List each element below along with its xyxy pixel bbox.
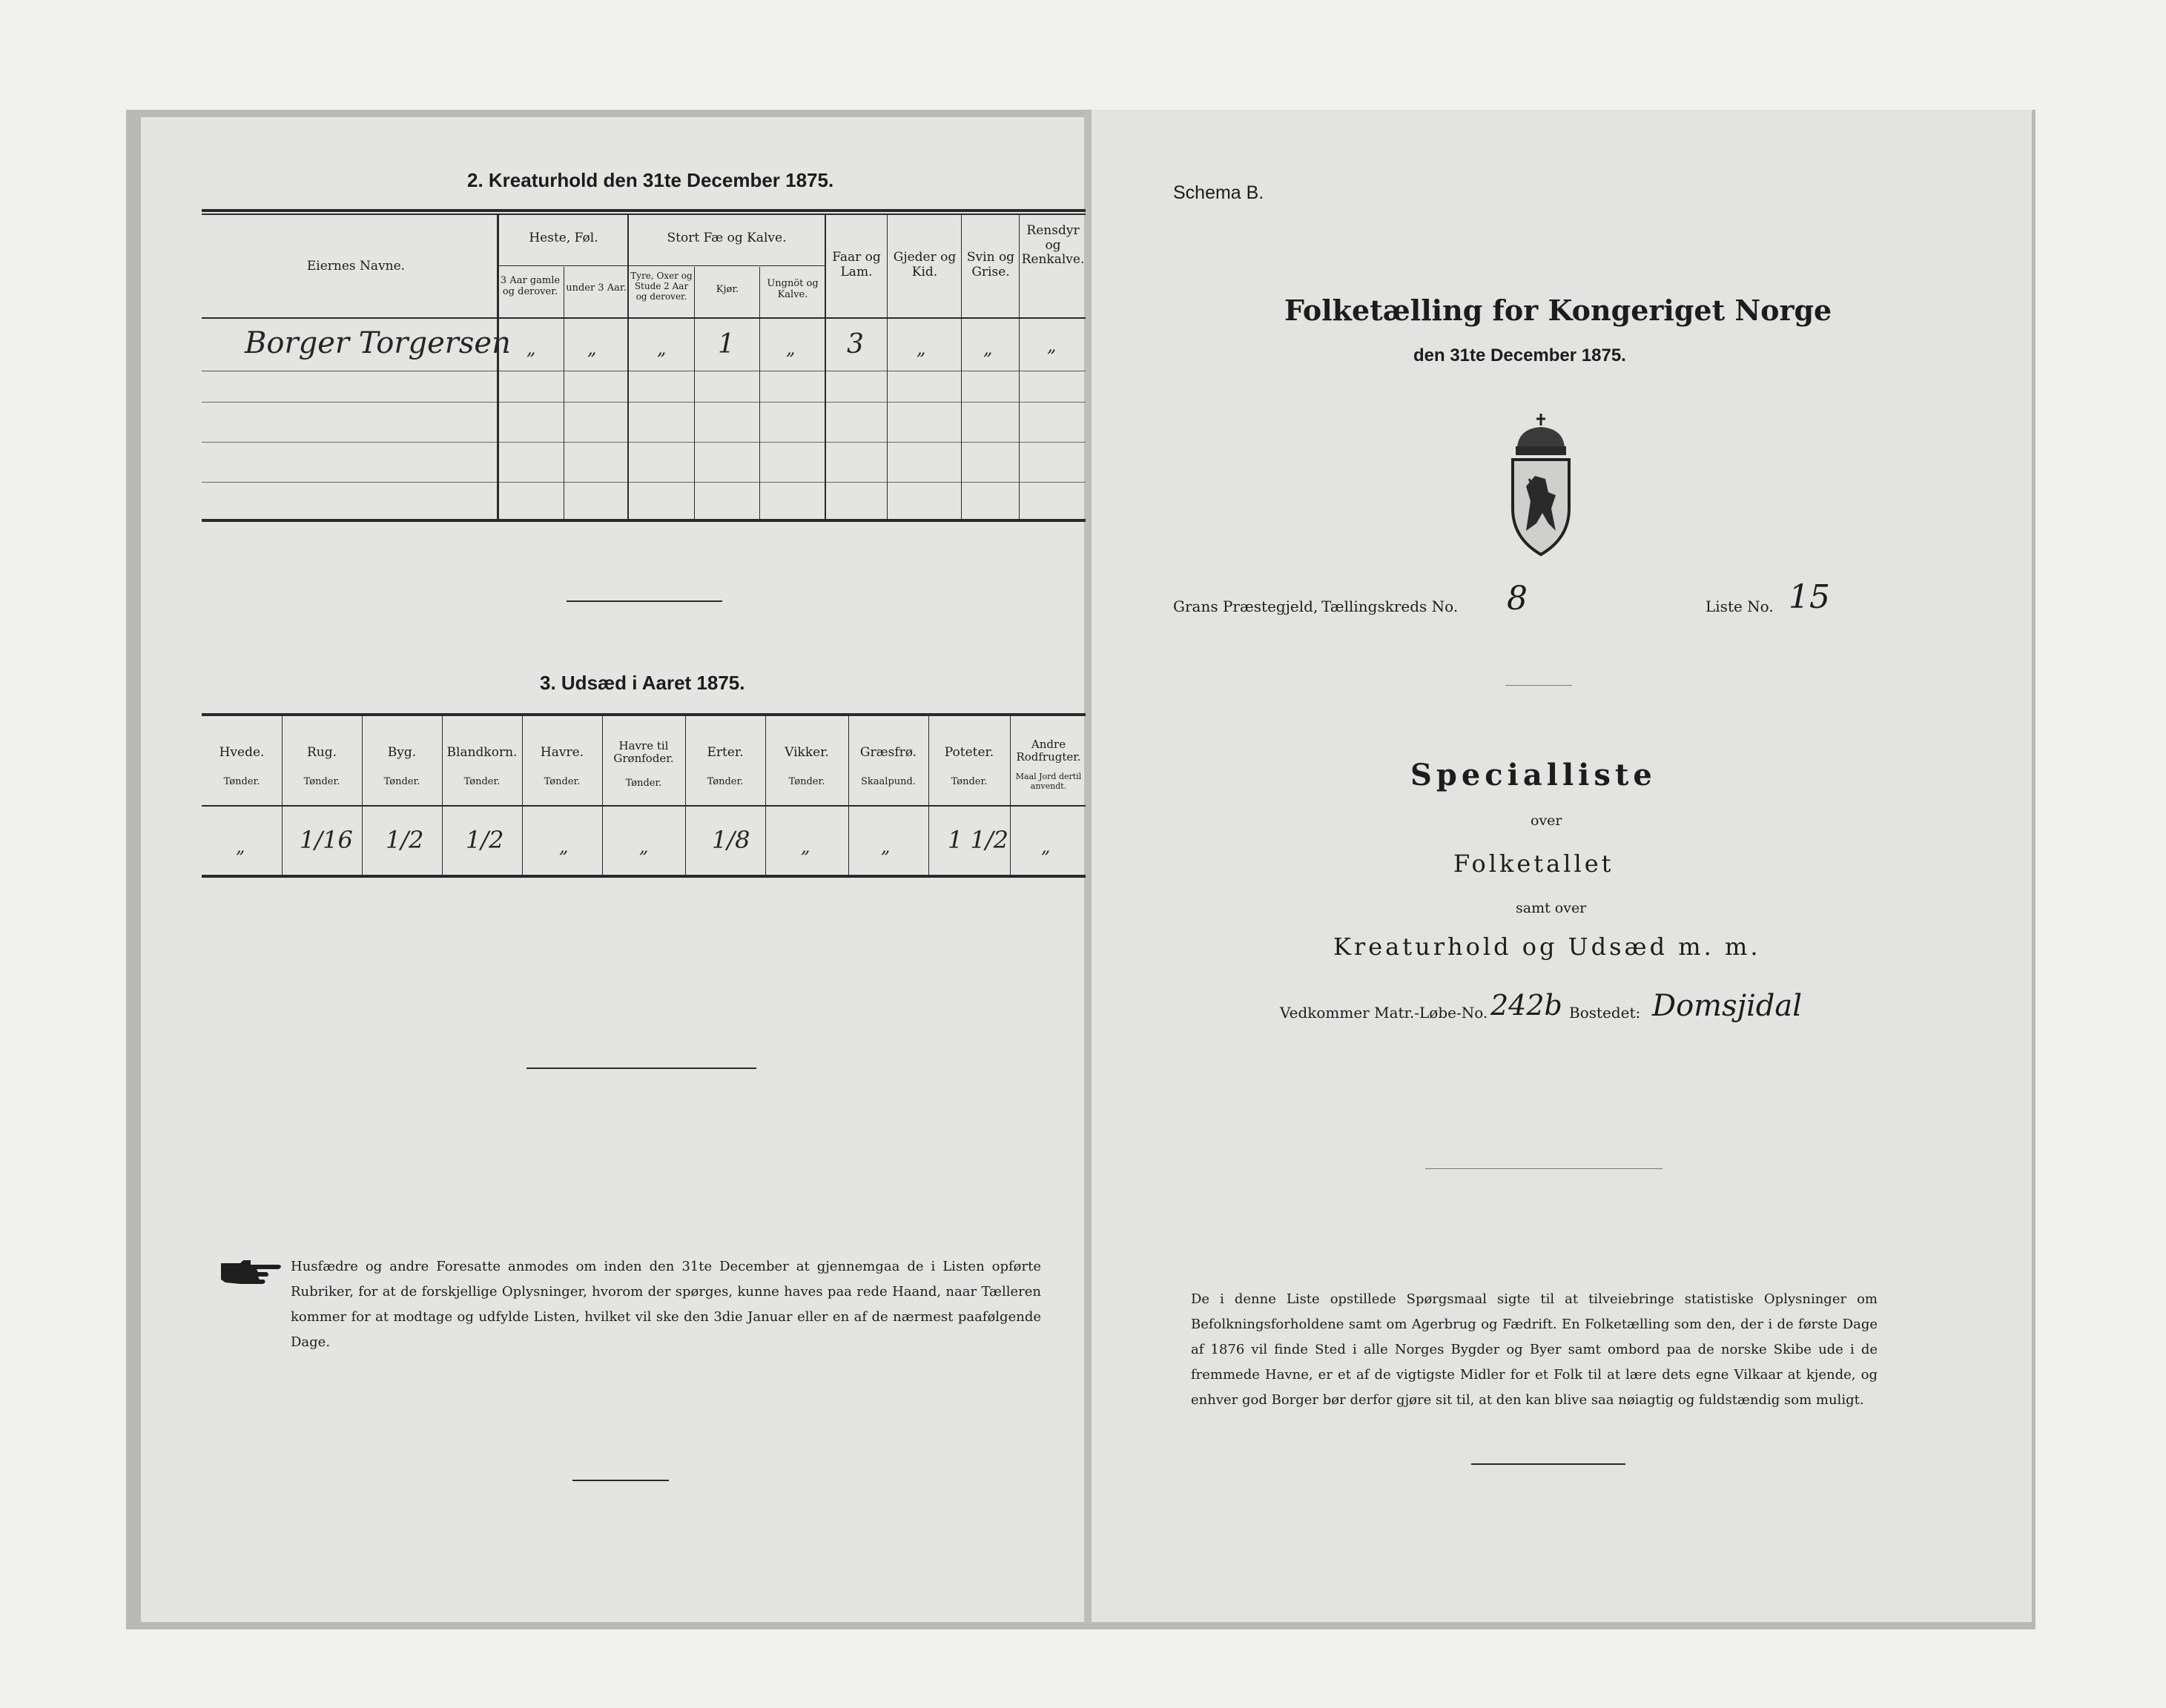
cell-tyre: „ bbox=[657, 338, 667, 359]
separator-right-1 bbox=[1505, 685, 1572, 686]
header-rensdyr: Rensdyr og Renkalve. bbox=[1021, 223, 1085, 268]
header-kjor: Kjør. bbox=[716, 284, 739, 295]
header-rug: Rug. bbox=[306, 745, 337, 760]
matr-value: 242b bbox=[1490, 989, 1562, 1022]
header-heste-3aar: 3 Aar gamle og derover. bbox=[500, 275, 561, 297]
folketallet-text: Folketallet bbox=[1453, 850, 1614, 878]
cell-svin: „ bbox=[983, 338, 993, 359]
cell-faar: 3 bbox=[847, 329, 864, 360]
table2-bottom-rule bbox=[202, 519, 1086, 522]
separator-2 bbox=[526, 1068, 756, 1069]
header-graesfro: Græsfrø. bbox=[859, 745, 917, 760]
header-ungnot: Ungnöt og Kalve. bbox=[767, 278, 819, 300]
cell-ungnot: „ bbox=[786, 338, 796, 359]
cell-kjor: 1 bbox=[718, 329, 735, 360]
kreds-value: 8 bbox=[1507, 580, 1528, 618]
owner-name: Borger Torgersen bbox=[245, 326, 511, 360]
header-erter: Erter. bbox=[707, 745, 744, 760]
liste-value: 15 bbox=[1789, 578, 1830, 616]
header-blandkorn: Blandkorn. bbox=[446, 745, 518, 760]
specialliste-title: Specialliste bbox=[1410, 758, 1657, 792]
cell-erter: 1/8 bbox=[712, 826, 750, 854]
cell-rug: 1/16 bbox=[300, 826, 353, 854]
norwegian-lion-crest-icon bbox=[1504, 412, 1578, 560]
header-hvede: Hvede. bbox=[219, 745, 265, 760]
cell-byg: 1/2 bbox=[386, 826, 424, 854]
cell-graesfro: „ bbox=[881, 836, 891, 857]
notice-text: Husfædre og andre Foresatte anmodes om inden den 31te December at gjennemgaa de i Listen opførte Rubriker, for at de forskjellige Oplysninger, hvorom der spørges, kunne haves paa rede Haand, naar Tælleren kommer for at modtage og udfylde Listen, hvilket vil ske den 3die Januar eller en af de nærmest paafølgende Dage. bbox=[291, 1259, 1041, 1350]
census-title: Folketælling for Kongeriget Norge bbox=[1284, 294, 1832, 327]
header-byg: Byg. bbox=[387, 745, 417, 760]
header-poteter: Poteter. bbox=[944, 745, 994, 760]
separator-right-3 bbox=[1471, 1463, 1625, 1465]
over-text: over bbox=[1531, 812, 1562, 829]
kreds-label: Tællingskreds No. bbox=[1321, 598, 1459, 615]
separator-3 bbox=[572, 1480, 669, 1481]
bosted-value: Domsjidal bbox=[1652, 989, 1803, 1023]
header-tyre: Tyre, Oxer og Stude 2 Aar og derover. bbox=[630, 271, 693, 302]
cell-heste-3aar: „ bbox=[526, 338, 536, 359]
cell-vikker: „ bbox=[801, 836, 810, 857]
cell-poteter: 1 1/2 bbox=[948, 826, 1009, 854]
header-heste: Heste, Føl. bbox=[529, 231, 598, 245]
cell-gjeder: „ bbox=[917, 338, 926, 359]
header-svin: Svin og Grise. bbox=[966, 250, 1015, 279]
cell-andre: „ bbox=[1041, 836, 1051, 857]
schema-label: Schema B. bbox=[1173, 182, 1264, 203]
table2-top-rule bbox=[202, 209, 1086, 212]
pointing-hand-icon bbox=[218, 1257, 285, 1287]
bosted-label: Bostedet: bbox=[1569, 1004, 1641, 1022]
census-date: den 31te December 1875. bbox=[1413, 345, 1626, 365]
header-storfe: Stort Fæ og Kalve. bbox=[667, 231, 787, 245]
table3-top-rule bbox=[202, 713, 1086, 716]
header-havre-gronfoder: Havre til Grønfoder. bbox=[613, 739, 674, 766]
table2-header-rule bbox=[202, 317, 1086, 319]
section3-title: 3. Udsæd i Aaret 1875. bbox=[540, 672, 745, 694]
table3-header-rule bbox=[202, 805, 1086, 807]
prestegjeld-label: Grans Præstegjeld, bbox=[1173, 598, 1318, 615]
cell-blandkorn: 1/2 bbox=[466, 826, 504, 854]
section2-title: 2. Kreaturhold den 31te December 1875. bbox=[467, 169, 834, 191]
matr-label: Vedkommer Matr.-Løbe-No. bbox=[1280, 1004, 1488, 1022]
liste-label: Liste No. bbox=[1706, 598, 1774, 615]
cell-havre-gronfoder: „ bbox=[639, 836, 649, 857]
samt-over-text: samt over bbox=[1516, 900, 1587, 916]
separator-right-2 bbox=[1425, 1168, 1663, 1169]
header-faar: Faar og Lam. bbox=[832, 250, 881, 279]
header-owner: Eiernes Navne. bbox=[306, 259, 406, 274]
separator-1 bbox=[567, 600, 722, 602]
kreaturhold-text: Kreaturhold og Udsæd m. m. bbox=[1333, 933, 1761, 961]
header-gjeder: Gjeder og Kid. bbox=[893, 250, 957, 279]
header-andre: Andre Rodfrugter. bbox=[1016, 738, 1081, 764]
table3-bottom-rule bbox=[202, 875, 1086, 878]
cell-hvede: „ bbox=[236, 836, 245, 857]
footer-text: De i denne Liste opstillede Spørgsmaal sigte til at tilveiebringe statistiske Oplysninger om Befolkningsforholdene samt om Agerbrug og Fædrift. En Folketælling som den, der i de første Dage af 1876 vil finde Sted i alle Norges Bygder og Byer samt ombord paa de norske Skibe ude i de fremmede Havne, er et af de vigtigste Midler for et Folk til at lære dets egne Vilkaar at kjende, og enhver god Borger bør derfor gjøre sit til, at den kan blive saa nøiagtig og fuldstændig som muligt. bbox=[1191, 1291, 1878, 1408]
header-vikker: Vikker. bbox=[785, 745, 829, 760]
cell-rensdyr: „ bbox=[1047, 335, 1057, 356]
header-havre: Havre. bbox=[540, 745, 584, 760]
header-heste-under3: under 3 Aar. bbox=[566, 282, 627, 294]
cell-heste-under3: „ bbox=[587, 338, 597, 359]
cell-havre: „ bbox=[559, 836, 569, 857]
